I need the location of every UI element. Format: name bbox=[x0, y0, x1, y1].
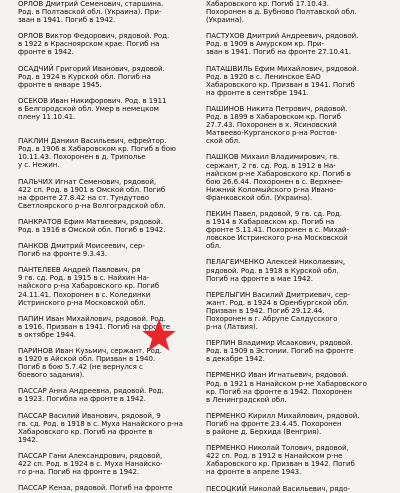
entry-line: в 1922 в Красноярском крае. Погиб на bbox=[18, 39, 160, 49]
entry-line: на фронте в апреле 1943. bbox=[206, 467, 302, 477]
entry-line: в 1916. Призван в 1941. Погиб на фронте bbox=[18, 321, 171, 331]
entry-line: Род. в 1909 в Амурском кр. При- bbox=[206, 39, 324, 49]
entry-line: Род. в 1924 в Курской обл. Погиб на bbox=[18, 71, 151, 81]
entry-line: Род. в Полтавской обл. (Украина). При- bbox=[18, 7, 162, 17]
entry-line: в районе д. Берхида (Венгрия). bbox=[206, 427, 322, 437]
entry-line: ПЕРЕЛЫГИН Василий Дмитриевич, сер- bbox=[206, 289, 351, 299]
entry-line: Род. в 1921 в Нанайском р-не Хабаровского bbox=[206, 378, 367, 388]
entry-line: Похоронен в г. Абрупе Салдусского bbox=[206, 314, 338, 323]
memorial-entry bbox=[206, 258, 394, 282]
entry-line: ПЕКИН Павел, рядовой, 9 гв. сд. Род. bbox=[206, 208, 342, 218]
entry-line: в Белгородской обл. Умер в немецком bbox=[18, 103, 159, 113]
entry-line: боевого задания). bbox=[18, 370, 85, 380]
memorial-entry bbox=[18, 484, 196, 492]
entry-line: Похоронен в д. Бубново Полтавской обл. bbox=[206, 7, 357, 17]
entry-line: бою 26.6.44. Похоронен в с. Верхнее- bbox=[206, 176, 344, 186]
memorial-entry bbox=[18, 0, 196, 24]
entry-line: 24.11.41. Похоронен в с. Колединки bbox=[18, 289, 151, 299]
memorial-entry bbox=[206, 485, 394, 493]
memorial-entry bbox=[206, 65, 394, 97]
memorial-entry bbox=[18, 178, 196, 210]
entry-line: рядовой. Род. в 1918 в Курской обл. bbox=[206, 265, 339, 275]
entry-line: 422 сп. Род. в 1901 в Омской обл. Погиб bbox=[18, 184, 166, 194]
memorial-entry bbox=[206, 153, 394, 202]
entry-line: ПЕРМЕНКО Николай Толович, рядовой, bbox=[206, 443, 349, 453]
entry-line: ПЕСОЦКИЙ Николай Васильевич, рядо- bbox=[206, 483, 350, 493]
memorial-entry bbox=[18, 65, 196, 89]
entry-line: Хабаровского кр. Призван в 1942. Погиб bbox=[206, 459, 355, 469]
entry-line: 27.7.43. Похоронен в х. Ясиновский bbox=[206, 120, 337, 130]
entry-line: ПАНКРАТОВ Ефим Матвеевич, рядовой. bbox=[18, 216, 163, 226]
entry-line: 1942. bbox=[18, 434, 38, 444]
entry-line: обл. bbox=[206, 241, 222, 251]
memorial-entry bbox=[206, 291, 394, 331]
entry-line: Истринского р-на Московской обл. bbox=[18, 297, 146, 307]
entry-line: ПАСТУХОВ Дмитрий Андреевич, рядовой. bbox=[206, 31, 359, 41]
entry-line: ПАЛЬЧИХ Игнат Семенович, рядовой, bbox=[18, 176, 157, 186]
entry-line: на фронте 27.8.42 на ст. Тундутово bbox=[18, 192, 149, 202]
entry-line: ОСАДЧИЙ Григорий Иванович, рядовой. bbox=[18, 63, 165, 73]
entry-line: 10.11.43. Похоронен в д. Триполье bbox=[18, 152, 146, 162]
entry-line: ПЕРМЕНКО Иван Игнатьевич, рядовой. bbox=[206, 370, 349, 380]
entry-line: Хабаровского кр. Призван в 1941. Погиб bbox=[206, 79, 355, 89]
entry-line: ПАПИН Иван Михайлович, рядовой. Род. bbox=[18, 313, 166, 323]
entry-line: Погиб на фронте 23.4.45. Похоронен bbox=[206, 418, 342, 428]
entry-line: Хабаровского кр. Погиб на фронте в bbox=[18, 426, 153, 436]
entry-line: ПАШКОВ Михаил Владимирович, гв. bbox=[206, 152, 340, 162]
entry-line: ПАССАР Василий Иванович, рядовой, 9 bbox=[18, 410, 161, 420]
memorial-entry bbox=[18, 97, 196, 121]
entry-line: Погиб в бою 5.7.42 (не вернулся с bbox=[18, 362, 143, 372]
entry-line: ОРЛОВ Виктор Федорович, рядовой. Род. bbox=[18, 31, 170, 41]
entry-line: в октябре 1944. bbox=[18, 329, 76, 339]
entry-line: в 1914 в Хабаровском кр. Погиб на bbox=[206, 217, 335, 227]
entry-line: у с. Нежин. bbox=[18, 160, 60, 170]
entry-line: ПАССАР Кенза, рядовой. Погиб на фронте bbox=[18, 483, 173, 493]
entry-line: в 1923. Погибла на фронте в 1942. bbox=[18, 394, 146, 404]
memorial-entry bbox=[206, 32, 394, 56]
entry-line: зван в 1941. Погиб в 1942. bbox=[18, 15, 116, 25]
entry-line: гв. сд. Род. в 1918 в с. Муха Нанайского р-на bbox=[18, 418, 183, 428]
entry-line: фронте в 1942. bbox=[18, 47, 74, 57]
entry-line: ОРЛОВ Дмитрий Семенович, старшина. bbox=[18, 0, 164, 8]
entry-line: 9 гв. сд. Род. в 1915 в с. Найхин На- bbox=[18, 273, 150, 283]
entry-line: ПАССАР Гани Александрович, рядовой, bbox=[18, 450, 163, 460]
entry-line: Род. в 1906 в Хабаровском кр. Погиб в бою bbox=[18, 144, 176, 154]
entry-line: найского р-на Хабаровского кр. Погиб bbox=[18, 281, 160, 291]
memorial-entry bbox=[18, 387, 196, 403]
entry-line: фронте 5.11.41. Похоронен в с. Михай- bbox=[206, 225, 349, 235]
entry-line: ПАКЛИН Даниил Васильевич, ефрейтор. bbox=[18, 136, 167, 146]
entry-line: плену 11.10.41. bbox=[18, 112, 76, 122]
entry-line: на фронте в сентябре 1941. bbox=[206, 87, 309, 97]
entry-line: (Украина). bbox=[206, 15, 244, 25]
memorial-entry bbox=[18, 137, 196, 169]
entry-line: найском р-не Хабаровского кр. Погиб в bbox=[206, 168, 351, 178]
entry-line: 422 сп. Род. в 1924 в с. Муха Нанайско- bbox=[18, 459, 163, 469]
memorial-entry bbox=[206, 444, 394, 476]
entry-line: ПЕРМЕНКО Кирилл Михайлович, рядовой. bbox=[206, 410, 360, 420]
memorial-entry bbox=[206, 339, 394, 363]
memorial-entry bbox=[18, 412, 196, 444]
memorial-entry bbox=[206, 210, 394, 250]
entry-line: в декабре 1942. bbox=[206, 354, 265, 364]
entry-line: Хабаровского кр. Погиб 17.10.43. bbox=[206, 0, 329, 8]
entry-line: Светлоярского р-на Волгоградской обл. bbox=[18, 200, 166, 210]
entry-line: ПАНТЕЛЕЕВ Андрей Павлович, ря bbox=[18, 265, 141, 275]
entry-line: ПАРИНОВ Иван Кузьмич, сержант. Род. bbox=[18, 346, 162, 355]
entry-line: ПАШИНОВ Никита Петрович, рядовой. bbox=[206, 103, 348, 113]
memorial-entry bbox=[18, 452, 196, 476]
memorial-entry bbox=[206, 105, 394, 145]
entry-line: зван в 1941. Погиб на фронте 27.10.41. bbox=[206, 47, 351, 57]
entry-line: Род. в 1909 в Эстонии. Погиб на фронте bbox=[206, 346, 354, 356]
entry-line: жант. Род. в 1924 в Оренбургской обл. bbox=[206, 297, 349, 307]
entry-line: Нижний Коломыйского р-на Ивано- bbox=[206, 184, 337, 194]
memorial-entry bbox=[206, 0, 394, 24]
memorial-entry bbox=[18, 242, 196, 258]
entry-line: в Ленинградской обл. bbox=[206, 394, 287, 404]
memorial-entry bbox=[206, 371, 394, 403]
entry-line: ПАТАШВИЛЬ Ефим Михайлович, рядовой. bbox=[206, 63, 359, 73]
entry-line: Погиб на фронте в мае 1942. bbox=[206, 273, 313, 283]
entry-line: Франковской обл. (Украина). bbox=[206, 192, 313, 202]
entry-line: р-на (Латвия). bbox=[206, 322, 258, 332]
entry-line: го р-на. Погиб на фронте в 1942. bbox=[18, 467, 140, 477]
entry-line: в 1920 в Айской обл. Призван в 1940. bbox=[18, 354, 156, 364]
entry-line: 422 сп. Род. в 1912 в Нанайском р-не bbox=[206, 451, 343, 461]
memorial-entry bbox=[18, 32, 196, 56]
right-column bbox=[206, 0, 394, 493]
entry-line: Матвеево-Курганского р-на Ростов- bbox=[206, 128, 338, 138]
entry-line: ПАНКОВ Дмитрий Моисеевич, сер- bbox=[18, 241, 145, 251]
entry-line: ской обл. bbox=[206, 136, 241, 146]
entry-line: ПЕЛАГЕИЧЕНКО Алексей Николаевич, bbox=[206, 257, 346, 267]
entry-line: Род. в 1899 в Хабаровском кр. Погиб bbox=[206, 112, 341, 122]
entry-line: ОСЕКОВ Иван Никифорович. Род. в 1911 bbox=[18, 95, 167, 105]
entry-line: ловское Истринского р-на Московской bbox=[206, 233, 348, 243]
entry-line: сержант, 2 гв. сд. Род. в 1912 в На- bbox=[206, 160, 336, 170]
entry-line: Род. в 1920 в с. Ленинское ЕАО bbox=[206, 71, 321, 81]
entry-line: Призван в 1942. Погиб 29.12.44. bbox=[206, 305, 325, 315]
memorial-entry bbox=[18, 266, 196, 306]
entry-line: ПАССАР Анна Андреевна, рядовой. Род. bbox=[18, 386, 164, 396]
entry-line: Род. в 1916 в Омской обл. Погиб в 1942. bbox=[18, 224, 166, 234]
memorial-entry bbox=[18, 218, 196, 234]
entry-line: фронте в январе 1945. bbox=[18, 79, 102, 89]
entry-line: Погиб на фронте 9.3.43. bbox=[18, 249, 108, 259]
red-star-icon bbox=[141, 318, 177, 354]
entry-line: ПЕРЛИН Владимир Исаакович, рядовой. bbox=[206, 338, 353, 348]
entry-line: кр. Погиб на фронте в 1942. Похоронен bbox=[206, 386, 352, 396]
memorial-entry bbox=[206, 412, 394, 436]
